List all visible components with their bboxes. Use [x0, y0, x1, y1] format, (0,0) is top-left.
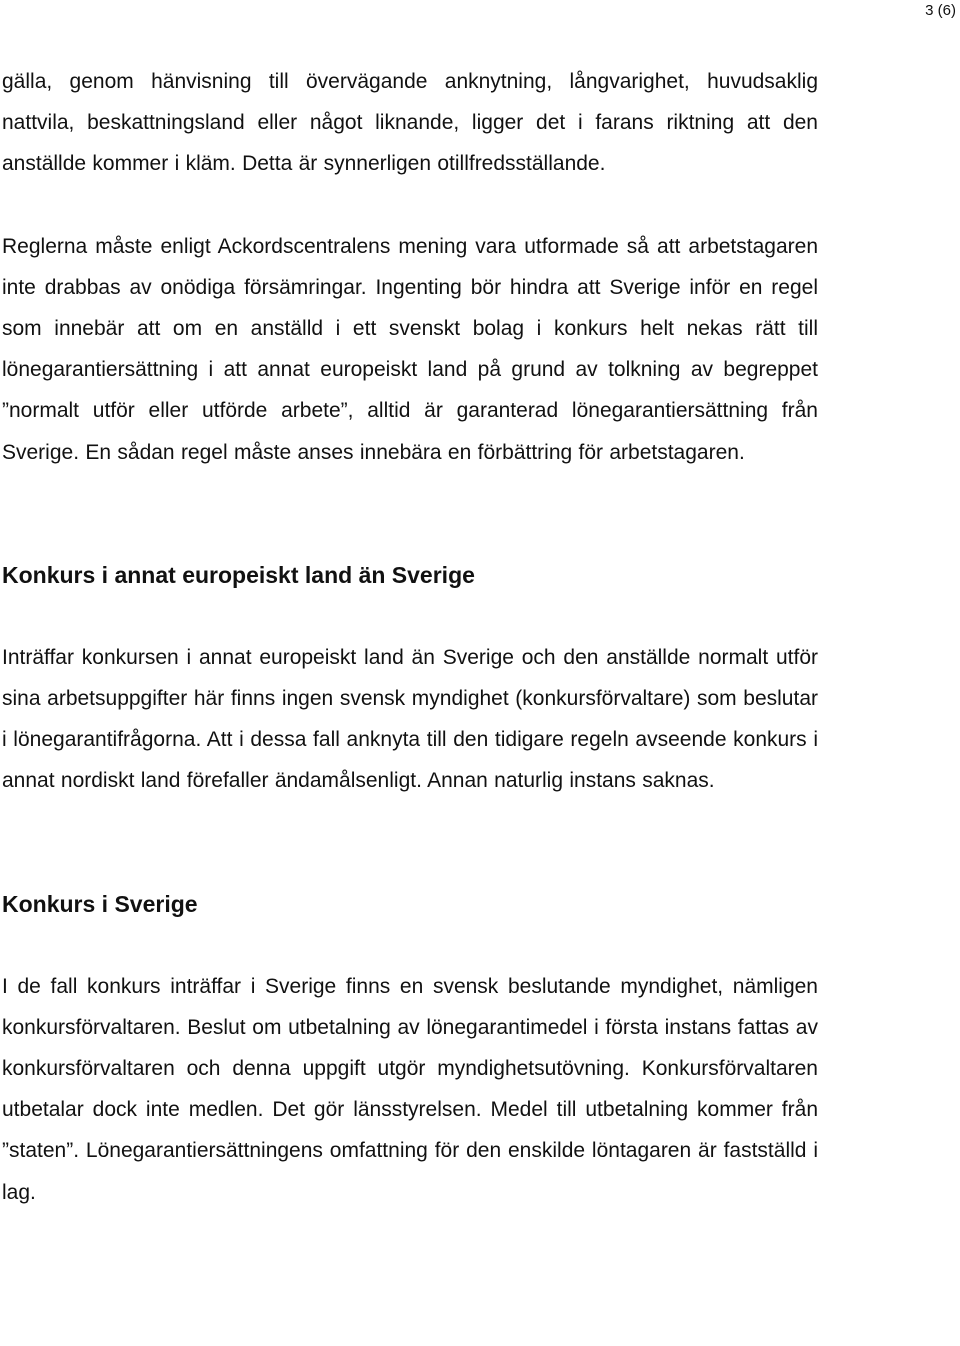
paragraph-2: Reglerna måste enligt Ackordscentralens mening vara utformade så att arbetstagaren inte drabbas av onödiga försämringar. Ingenting bör hindra att Sverige inför en regel som innebär att om en anställd i ett svenskt bolag i konkurs helt nekas rätt till lönegarantiersättning i att annat europeiskt land på grund av tolkning av begreppet ”normalt utför eller utförde arbete”, alltid är garanterad lönegarantiersättning från Sverige. En sådan regel måste anses innebära en förbättring för arbetstagaren. [2, 234, 818, 464]
paragraph-4: I de fall konkurs inträffar i Sverige finns en svensk beslutande myndighet, nämligen konkursförvaltaren. Beslut om utbetalning av lönegarantimedel i första instans fattas av konkursförvaltaren och denna uppgift utgör myndighetsutövning. Konkursförvaltaren utbetalar dock inte medlen. Det gör länsstyrelsen. Medel till utbetalning kommer från ”staten”. Lönegarantiersättningens omfattning för den enskilde löntagaren är fastställd i lag. [2, 974, 818, 1204]
section-heading-swedish-bankruptcy: Konkurs i Sverige [2, 890, 198, 917]
paragraph-spacer [2, 185, 818, 226]
section-heading-foreign-bankruptcy: Konkurs i annat europeiskt land än Sverige [2, 561, 475, 588]
paragraph-1: gälla, genom hänvisning till övervägande anknytning, långvarighet, huvudsaklig nattvila, beskattningsland eller något liknande, ligger det i farans riktning att den anställde kommer i kläm. Detta är synnerligen otillfredsställande. [2, 70, 818, 176]
heading-spacer [2, 596, 818, 637]
section-spacer [2, 473, 818, 555]
page-number: 3 (6) [925, 2, 956, 19]
document-body [2, 61, 818, 1213]
paragraph-3: Inträffar konkursen i annat europeiskt land än Sverige och den anställde normalt utför sina arbetsuppgifter här finns ingen svensk myndighet (konkursförvaltare) som beslutar i lönegarantifrågorna. Att i dessa fall anknyta till den tidigare regeln avseende konkurs i annat nordiskt land förefaller ändamålsenligt. Annan naturlig instans saknas. [2, 645, 818, 793]
section-spacer [2, 802, 818, 884]
heading-spacer [2, 925, 818, 966]
